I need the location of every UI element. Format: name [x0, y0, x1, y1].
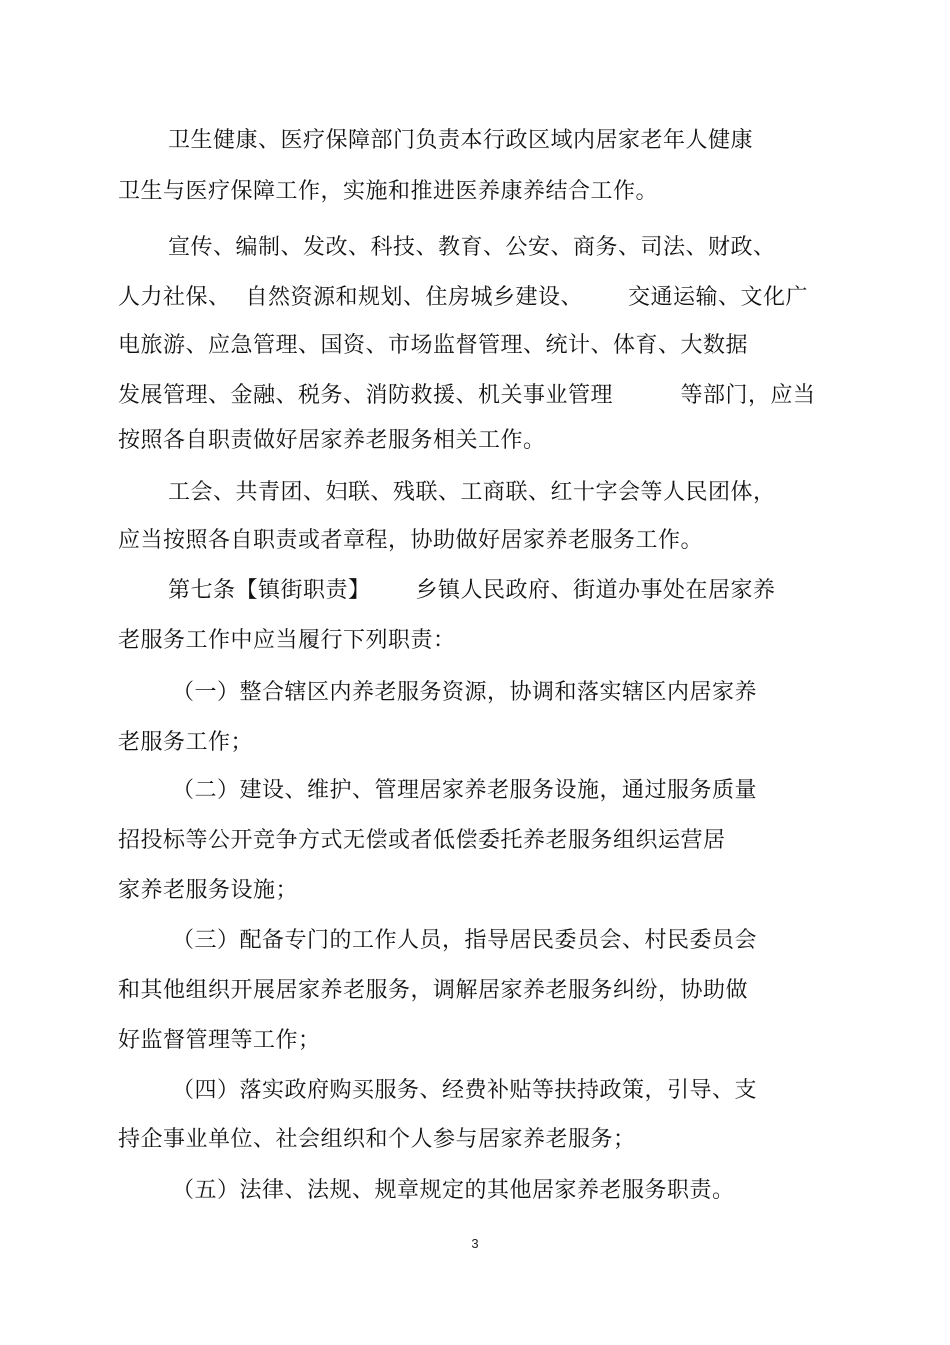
article-heading-line: 第七条【镇街职责】 乡镇人民政府、街道办事处在居家养	[168, 578, 776, 603]
paragraph-line: 老服务工作中应当履行下列职责：	[118, 628, 456, 653]
list-item-line: （一）整合辖区内养老服务资源，协调和落实辖区内居家养	[172, 680, 758, 705]
paragraph-line: 发展管理、金融、税务、消防救援、机关事业管理 等部门，应当	[118, 383, 816, 408]
paragraph-line: 卫生健康、医疗保障部门负责本行政区域内居家老年人健康	[168, 128, 754, 153]
list-item-line: 家养老服务设施；	[118, 878, 299, 903]
list-item-line: 和其他组织开展居家养老服务，调解居家养老服务纠纷，协助做	[118, 978, 749, 1003]
list-item-line: 招投标等公开竞争方式无偿或者低偿委托养老服务组织运营居	[118, 828, 726, 853]
list-item-line: （三）配备专门的工作人员，指导居民委员会、村民委员会	[172, 928, 758, 953]
paragraph-line: 卫生与医疗保障工作，实施和推进医养康养结合工作。	[118, 179, 659, 204]
list-item-line: 持企事业单位、社会组织和个人参与居家养老服务；	[118, 1127, 636, 1152]
paragraph-line: 电旅游、应急管理、国资、市场监督管理、统计、体育、大数据	[118, 333, 749, 358]
page-number: 3	[471, 1236, 479, 1251]
paragraph-line: 按照各自职责做好居家养老服务相关工作。	[118, 428, 546, 453]
list-item-line: （四）落实政府购买服务、经费补贴等扶持政策，引导、支	[172, 1078, 758, 1103]
paragraph-line: 人力社保、 自然资源和规划、住房城乡建设、 交通运输、文化广	[118, 285, 808, 310]
paragraph-line: 工会、共青团、妇联、残联、工商联、红十字会等人民团体，	[168, 480, 776, 505]
list-item-line: （二）建设、维护、管理居家养老服务设施，通过服务质量	[172, 778, 758, 803]
list-item-line: 好监督管理等工作；	[118, 1028, 321, 1053]
list-item-line: （五）法律、法规、规章规定的其他居家养老服务职责。	[172, 1178, 735, 1203]
paragraph-line: 应当按照各自职责或者章程，协助做好居家养老服务工作。	[118, 528, 704, 553]
paragraph-line: 宣传、编制、发改、科技、教育、公安、商务、司法、财政、	[168, 235, 776, 260]
list-item-line: 老服务工作；	[118, 730, 254, 755]
